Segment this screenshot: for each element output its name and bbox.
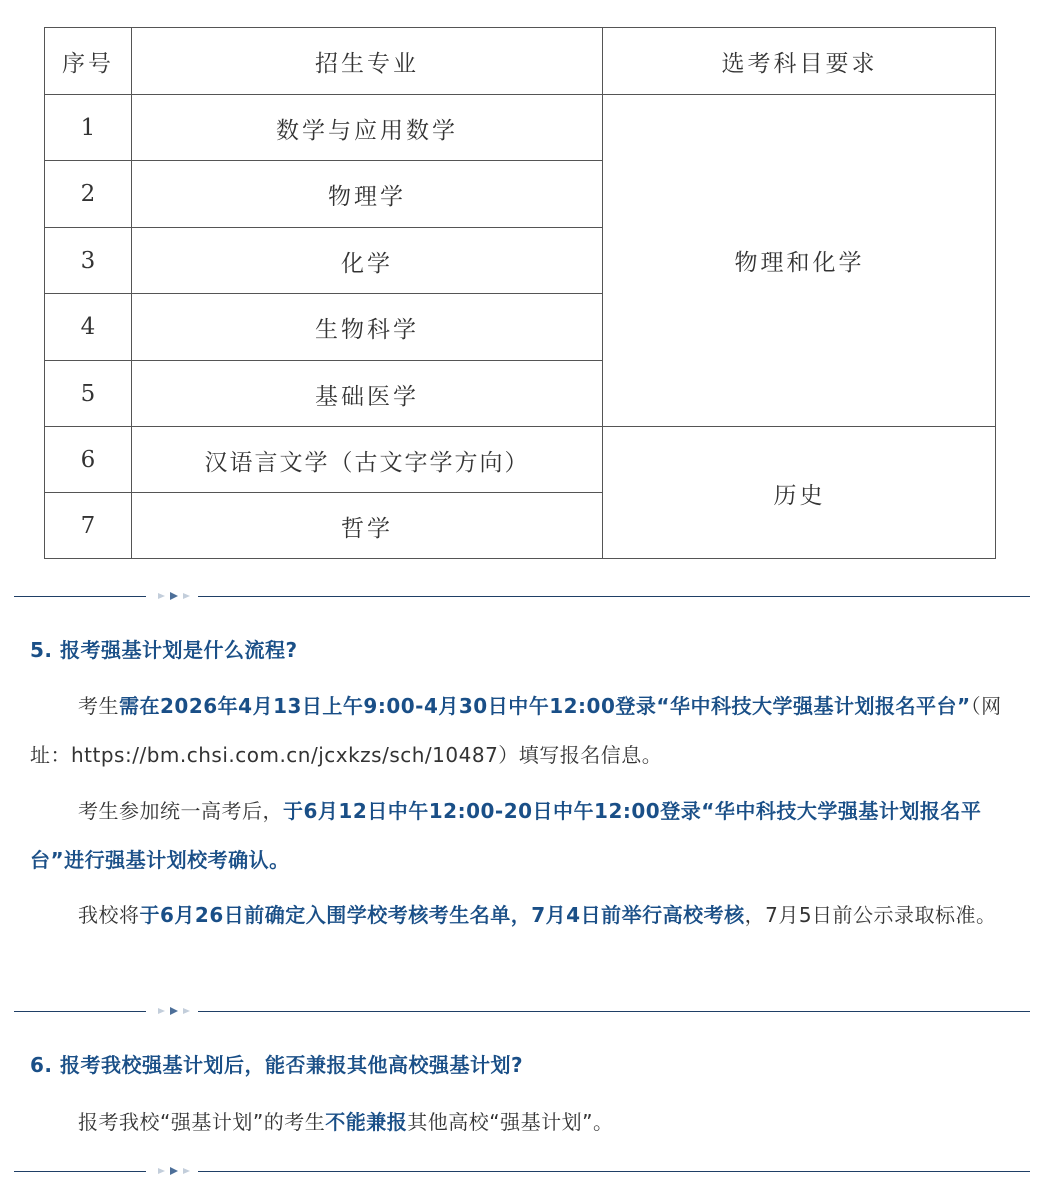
paragraph-text: ，7月5日前公示录取标准。 xyxy=(744,903,997,927)
q5-paragraph-assessment xyxy=(30,891,1020,940)
q5-paragraph-confirmation xyxy=(30,787,1020,885)
table-header-cell: 招生专业 xyxy=(315,50,419,77)
highlighted-text: 需在2026年4月13日上午9:00-4月30日中午12:00登录“华中科技大学强基计划报名平台” xyxy=(119,694,971,718)
majors-table xyxy=(44,27,996,559)
major-name: 物理学 xyxy=(328,183,406,210)
row-number: 4 xyxy=(80,314,96,340)
table-header-cell: 选考科目要求 xyxy=(721,50,878,77)
paragraph-text: 考生参加统一高考后， xyxy=(78,799,283,823)
row-number: 5 xyxy=(80,381,96,407)
paragraph-text: 报考我校“强基计划”的考生 xyxy=(78,1110,326,1134)
table-header-cell: 序号 xyxy=(62,50,114,77)
paragraph-text: 其他高校“强基计划”。 xyxy=(407,1110,614,1134)
triple-arrow-icon xyxy=(156,1164,196,1178)
q5-paragraph-registration xyxy=(30,682,1020,780)
triple-arrow-icon xyxy=(156,589,196,603)
major-name: 哲学 xyxy=(341,515,393,542)
section-divider xyxy=(14,1164,1030,1178)
paragraph-text: （网址：https://bm.chsi.com.cn/jcxkzs/sch/10487）填写报名信息。 xyxy=(30,694,1002,767)
major-name: 化学 xyxy=(341,250,393,277)
triple-arrow-icon xyxy=(156,1004,196,1018)
major-name: 数学与应用数学 xyxy=(276,117,458,144)
row-number: 1 xyxy=(80,115,96,141)
major-name: 生物科学 xyxy=(315,316,419,343)
row-number: 3 xyxy=(80,248,96,274)
section-heading-q6: 6. 报考我校强基计划后，能否兼报其他高校强基计划? xyxy=(30,1053,524,1077)
paragraph-text: 考生 xyxy=(78,694,119,718)
row-number: 6 xyxy=(80,447,96,473)
q6-paragraph xyxy=(30,1098,1020,1147)
section-divider xyxy=(14,1004,1030,1018)
highlighted-text: 不能兼报 xyxy=(325,1110,408,1134)
row-number: 2 xyxy=(80,181,96,207)
highlighted-text: 于6月26日前确定入围学校考核考生名单，7月4日前举行高校考核 xyxy=(139,903,745,927)
section-heading-q5: 5. 报考强基计划是什么流程? xyxy=(30,638,298,662)
major-name: 汉语言文学（古文字学方向） xyxy=(204,449,530,476)
subject-requirement: 物理和化学 xyxy=(734,250,865,276)
paragraph-text: 我校将 xyxy=(78,903,140,927)
section-divider xyxy=(14,589,1030,603)
major-name: 基础医学 xyxy=(315,383,419,410)
row-number: 7 xyxy=(80,513,96,539)
highlighted-text: 于6月12日中午12:00-20日中午12:00登录“华中科技大学强基计划报名平台”进行强基计划校考确认。 xyxy=(30,799,982,872)
subject-requirement: 历史 xyxy=(773,482,826,509)
